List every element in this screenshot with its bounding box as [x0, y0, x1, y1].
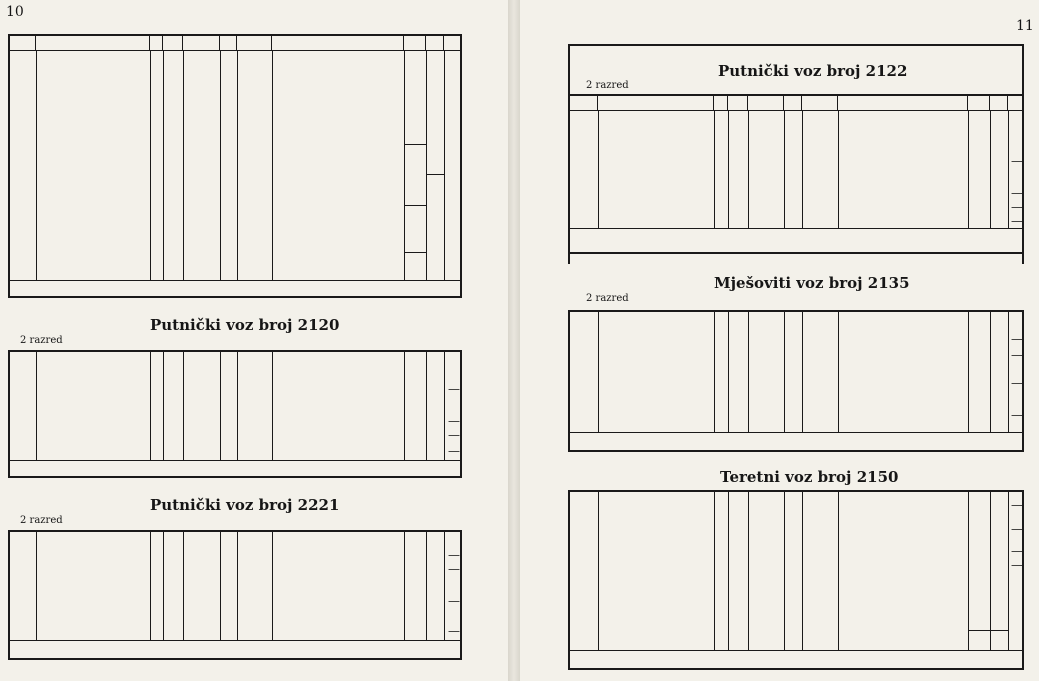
column-header-9 [968, 96, 990, 110]
column-header-4 [163, 36, 183, 50]
column-header-10 [426, 36, 444, 50]
col11-dash: — [1011, 558, 1023, 572]
col11-dash: — [1011, 154, 1023, 168]
col11-dash: — [1011, 348, 1023, 362]
column-rule [426, 50, 427, 280]
column-header-3 [714, 96, 728, 110]
train-title-2120: Putnički voz broj 2120 [150, 316, 340, 334]
column-header-11 [444, 36, 464, 50]
row-rule [426, 174, 444, 175]
column-rule [36, 532, 37, 640]
class-label-2122: 2 razred [586, 80, 629, 91]
column-rule [237, 352, 238, 460]
row-rule [10, 640, 462, 641]
column-rule [748, 110, 749, 228]
row-rule [968, 630, 1008, 631]
timetable-2120 [8, 350, 462, 478]
page-number-left: 10 [6, 4, 24, 20]
timetable-2135 [568, 310, 1024, 452]
row-rule [404, 144, 426, 145]
column-rule [272, 352, 273, 460]
column-rule [784, 110, 785, 228]
col11-dash: — [1011, 498, 1023, 512]
column-header-1 [10, 36, 36, 50]
col11-dash: — [1011, 200, 1023, 214]
column-header-4 [728, 96, 748, 110]
train-title-2122: Putnički voz broj 2122 [718, 62, 908, 80]
col11-dash: — [448, 562, 460, 576]
timetable-2221 [8, 530, 462, 660]
column-rule [728, 492, 729, 650]
column-rule [220, 352, 221, 460]
column-rule [426, 352, 427, 460]
col11-dash: — [448, 594, 460, 608]
column-rule [36, 50, 37, 280]
column-rule [728, 312, 729, 432]
column-header-8 [272, 36, 404, 50]
column-header-8 [838, 96, 968, 110]
column-rule [444, 352, 445, 460]
col11-dash: — [1011, 332, 1023, 346]
timetable-2150 [568, 490, 1024, 670]
column-rule [1008, 110, 1009, 228]
train-title-2221: Putnički voz broj 2221 [150, 496, 340, 514]
column-header-2 [598, 96, 714, 110]
row-rule [570, 650, 1022, 651]
col11-dash: — [448, 414, 460, 428]
column-rule [426, 532, 427, 640]
column-rule [1008, 492, 1009, 650]
class-label-2135: 2 razred [586, 293, 629, 304]
column-rule [237, 532, 238, 640]
column-rule [802, 110, 803, 228]
col11-dash: — [448, 624, 460, 638]
column-header-11 [1008, 96, 1026, 110]
column-rule [802, 492, 803, 650]
left-page [0, 0, 508, 681]
column-rule [748, 492, 749, 650]
column-header-5 [748, 96, 784, 110]
column-rule [838, 110, 839, 228]
train-title-2135: Mješoviti voz broj 2135 [714, 274, 910, 292]
column-rule [728, 110, 729, 228]
col11-dash: — [1011, 408, 1023, 422]
column-rule [968, 110, 969, 228]
col11-dash: — [1011, 522, 1023, 536]
column-rule [444, 532, 445, 640]
column-rule [404, 532, 405, 640]
page-number-right: 11 [1016, 18, 1034, 34]
column-rule [220, 532, 221, 640]
col11-dash: — [1011, 214, 1023, 228]
column-rule [183, 532, 184, 640]
column-rule [404, 50, 405, 280]
col11-dash: — [448, 444, 460, 458]
column-rule [36, 352, 37, 460]
column-rule [784, 312, 785, 432]
column-header-1 [570, 96, 598, 110]
column-rule [748, 312, 749, 432]
col11-dash: — [448, 382, 460, 396]
column-rule [444, 50, 445, 280]
column-rule [163, 532, 164, 640]
class-label-2120: 2 razred [20, 335, 63, 346]
row-rule [570, 432, 1022, 433]
column-header-row-right [570, 96, 1022, 111]
col11-dash: — [448, 428, 460, 442]
column-rule [598, 312, 599, 432]
col11-dash: — [1011, 376, 1023, 390]
column-rule [838, 312, 839, 432]
column-rule [968, 312, 969, 432]
book-gutter [508, 0, 520, 681]
col11-dash: — [448, 548, 460, 562]
column-header-7 [802, 96, 838, 110]
column-rule [838, 492, 839, 650]
column-header-row [10, 36, 460, 51]
column-header-5 [183, 36, 220, 50]
column-rule [714, 110, 715, 228]
column-rule [990, 110, 991, 228]
row-rule [10, 460, 462, 461]
column-rule [272, 50, 273, 280]
col11-dash: — [1011, 544, 1023, 558]
column-rule [150, 50, 151, 280]
column-rule [220, 50, 221, 280]
column-rule [183, 50, 184, 280]
column-rule [968, 492, 969, 650]
row-rule [404, 252, 426, 253]
column-rule [183, 352, 184, 460]
column-header-6 [220, 36, 237, 50]
column-header-7 [237, 36, 272, 50]
column-rule [990, 312, 991, 432]
column-rule [150, 532, 151, 640]
column-rule [237, 50, 238, 280]
col11-dash: — [1011, 186, 1023, 200]
column-rule [150, 352, 151, 460]
row-rule [10, 280, 460, 281]
row-rule [570, 228, 1022, 229]
column-header-9 [404, 36, 426, 50]
column-rule [163, 352, 164, 460]
column-rule [714, 312, 715, 432]
column-rule [598, 492, 599, 650]
timetable-2122 [568, 94, 1024, 254]
row-rule [404, 205, 426, 206]
column-header-2 [36, 36, 150, 50]
column-rule [163, 50, 164, 280]
column-rule [802, 312, 803, 432]
column-rule [714, 492, 715, 650]
column-rule [404, 352, 405, 460]
column-rule [990, 492, 991, 650]
train-title-2150: Teretni voz broj 2150 [720, 468, 899, 486]
class-label-2221: 2 razred [20, 515, 63, 526]
timetable-main [8, 34, 462, 298]
column-rule [784, 492, 785, 650]
column-rule [272, 532, 273, 640]
column-rule [598, 110, 599, 228]
column-header-3 [150, 36, 163, 50]
right-page [520, 0, 1039, 681]
column-rule [1008, 312, 1009, 432]
column-header-6 [784, 96, 802, 110]
column-header-10 [990, 96, 1008, 110]
